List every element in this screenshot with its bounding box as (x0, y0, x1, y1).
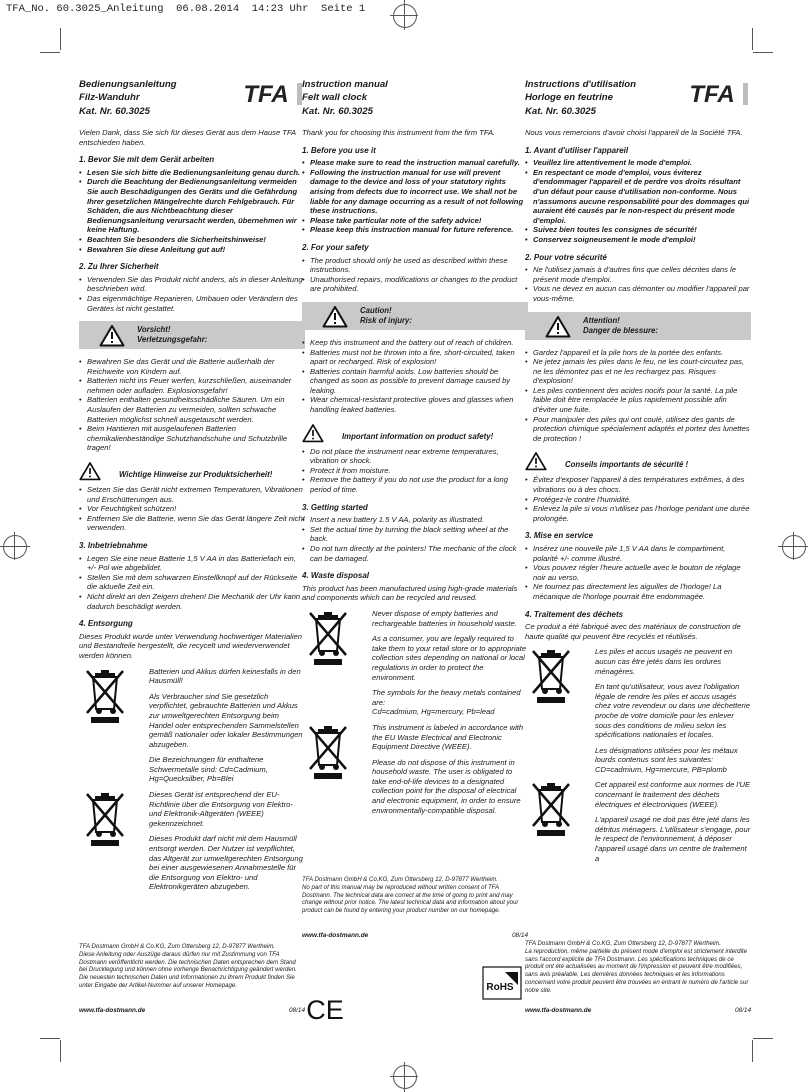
disposal-text: CD=cadmium, Hg=mercure, PB=plomb (595, 764, 727, 774)
disposal-text: As a consumer, you are legally required to take them to your retail store or to appropriate collection sites depending on national or local regulations in order to protect the environment. (372, 634, 527, 682)
footer-legal (302, 876, 528, 915)
svg-text:RoHS: RoHS (486, 982, 514, 993)
print-date: 08/14 (512, 932, 528, 939)
section-heading: 2. Zu Ihrer Sicherheit (79, 262, 159, 272)
product-name: Felt wall clock (302, 92, 368, 104)
battery-disposal (302, 609, 528, 717)
bullet-list (302, 338, 528, 415)
disposal-intro: This product has been manufactured using high-grade materials and components which can be recycled and reused. (302, 583, 518, 603)
column-header (302, 78, 528, 128)
list-item: • Set the actual time by turning the black setting wheel at the back. (302, 525, 528, 544)
list-item: • Gardez l'appareil et la pile hors de la portée des enfants. (525, 348, 751, 358)
disposal-text: Les désignations utilisées pour les métaux lourds contenus sont les suivantes: (595, 745, 738, 765)
bullet-list (79, 485, 305, 533)
crossed-bin-icon (83, 790, 127, 848)
disposal-text: The symbols for the heavy metals contained are: (372, 688, 521, 707)
section-heading: 4. Traitement des déchets (525, 609, 624, 619)
list-item: • Évitez d'exposer l'appareil à des températures extrêmes, à des vibrations ou à des chocs. (525, 475, 751, 494)
tfa-logo (233, 80, 303, 106)
crossed-bin-icon (529, 647, 573, 705)
manual-title: Instruction manual (302, 79, 388, 90)
list-item: • Batteries contain harmful acids. Low batteries should be changed as soon as possible to prevent damage caused by leaking. (302, 367, 528, 396)
intro-text: Nous vous remercions d'avoir choisi l'appareil de la Société TFA. (525, 128, 743, 137)
disposal-text: Die Bezeichnungen für enthaltene Schwermetalle sind: Cd=Cadmium, Hg=Quecksilber, Pb=Blei (149, 755, 268, 784)
footer-text: La reproduction, même partielle du présent mode d'emploi est strictement interdite sans l'accord explicite de TFA Dostmann. Les spécifications techniques de ce produit ont été actualisées au moment de l'impression et peuvent être modifiées, sans avis préalable. Les dernières données techniques et les informations concernant votre produit peuvent être trouvées en entrant le numéro de l'article sur notre site. (525, 947, 749, 994)
disposal-text: Never dispose of empty batteries and rechargeable batteries in household waste. (372, 608, 517, 628)
list-item: • Ne jetez jamais les piles dans le feu, ne les court-circuitez pas, ne les démontez pas et ne les rechargez pas. Risques d'explosion! (525, 357, 751, 386)
registration-mark (782, 535, 806, 559)
list-item: • Do not turn directly at the pointers! The mechanic of the clock can be damaged. (302, 544, 528, 563)
list-item: • Batterien nicht ins Feuer werfen, kurzschließen, auseinander nehmen oder aufladen. Explosionsgefahr! (79, 376, 305, 395)
notice-title: Important information on product safety! (342, 431, 494, 441)
list-item: • Pour manipuler des piles qui ont coulé, utilisez des gants de protection chimique spécialement adaptés et portez des lunettes de protection ! (525, 415, 751, 444)
svg-text:CE: CE (306, 995, 344, 1024)
crop-mark (60, 1040, 61, 1062)
list-item: • Beachten Sie besonders die Sicherheitshinweise! (79, 235, 305, 245)
ce-mark-icon (306, 994, 344, 1024)
registration-mark (393, 1065, 417, 1089)
disposal-text: Cd=cadmium, Hg=mercury, Pb=lead (372, 707, 495, 717)
section-heading: 1. Avant d'utiliser l'appareil (525, 145, 629, 155)
list-item: • Stellen Sie mit dem schwarzen Einstellknopf auf der Rückseite die aktuelle Zeit ein. (79, 573, 305, 592)
list-item: • Durch die Beachtung der Bedienungsanleitung vermeiden Sie auch Beschädigungen des Geräts und die Gefährdung Ihrer gesetzlichen Mängelrechte durch Fehlgebrauch. Für Schäden, die aus Nichtbeachtung dieser Bedienungsanleitung verursacht werden, übernehmen wir keine Haftung. (79, 177, 305, 235)
list-item: • Please take particular note of the safety advice! (302, 216, 528, 226)
caution-box (79, 321, 305, 349)
intro-text: Vielen Dank, dass Sie sich für dieses Gerät aus dem Hause TFA entschieden haben. (79, 128, 296, 147)
rohs-badge-icon (482, 966, 522, 1000)
caution-subtitle: Risk of injury: (360, 315, 412, 325)
website-link[interactable]: www.tfa-dostmann.de (79, 1007, 146, 1014)
list-item: • Bewahren Sie diese Anleitung gut auf! (79, 245, 305, 255)
print-info-line: TFA_No. 60.3025_Anleitung 06.08.2014 14:23 Uhr Seite 1 (6, 3, 366, 15)
list-item: • Keep this instrument and the battery out of reach of children. (302, 338, 528, 348)
list-item: • Do not place the instrument near extreme temperatures, vibration or shock. (302, 447, 528, 466)
warning-triangle-icon (302, 423, 324, 443)
footer-web (79, 1007, 305, 1014)
column-english (302, 78, 528, 821)
weee-disposal (525, 780, 751, 863)
crop-mark (752, 1040, 753, 1062)
footer-text: No part of this manual may be reproduced without written consent of TFA Dostmann. The technical data are correct at the time of going to print and may change without prior notice. The latest technical data and information about your product can be found by entering your product number on our homepage. (302, 883, 519, 915)
print-date: 08/14 (289, 1007, 305, 1014)
safety-notice (525, 451, 751, 473)
warning-triangle-icon (322, 305, 348, 328)
column-header (79, 78, 305, 128)
catalog-number: Kat. Nr. 60.3025 (525, 105, 596, 117)
warning-triangle-icon (99, 324, 125, 347)
caution-title: Vorsicht! (137, 325, 171, 335)
warning-triangle-icon (79, 461, 101, 481)
crossed-bin-icon (529, 780, 573, 838)
list-item: • Protégez-le contre l'humidité. (525, 495, 751, 505)
list-item: • Batteries must not be thrown into a fire, short-circuited, taken apart or recharged. Risk of explosion! (302, 348, 528, 367)
list-item: • Veuillez lire attentivement le mode d'emploi. (525, 158, 751, 168)
list-item: • Bewahren Sie das Gerät und die Batterie außerhalb der Reichweite von Kindern auf. (79, 357, 305, 376)
section-heading: 4. Entsorgung (79, 619, 133, 629)
catalog-number: Kat. Nr. 60.3025 (79, 105, 150, 117)
registration-mark (3, 535, 27, 559)
svg-text:TFA: TFA (243, 81, 289, 106)
footer-company: TFA Dostmann GmbH & Co.KG, Zum Ottersberg 12, D-97877 Wertheim. (79, 943, 275, 950)
list-item: • Protect it from moisture. (302, 466, 528, 476)
battery-disposal (79, 667, 305, 785)
bullet-list (302, 158, 528, 235)
list-item: • Vous pouvez régler l'heure actuelle avec le bouton de réglage noir au verso. (525, 563, 751, 582)
svg-text:TFA: TFA (689, 81, 735, 106)
list-item: • Insert a new battery 1.5 V AA, polarity as illustrated. (302, 515, 528, 525)
column-header (525, 78, 751, 128)
list-item: • Verwenden Sie das Produkt nicht anders, als in dieser Anleitung beschrieben wird. (79, 275, 305, 294)
section-heading: 1. Bevor Sie mit dem Gerät arbeiten (79, 155, 215, 165)
section-heading: 2. For your safety (302, 242, 369, 252)
disposal-text: Als Verbraucher sind Sie gesetzlich verpflichtet, gebrauchte Batterien und Akkus zur umweltgerechten Entsorgung beim Handel oder entsprechenden Sammelstellen gemäß nationaler oder lokaler Bestimmungen abzugeben. (149, 691, 303, 749)
caution-title: Caution! (360, 305, 392, 315)
section-heading: 3. Getting started (302, 502, 368, 512)
list-item: • Wear chemical-resistant protective gloves and glasses when handling leaked batteries. (302, 395, 528, 414)
disposal-text: Please do not dispose of this instrument in household waste. The user is obligated to take end-of-life devices to a designated collection point for the disposal of electrical and electronic equipment, in order to ensure environmentally-compatible disposal. (372, 757, 521, 815)
warning-triangle-icon (525, 451, 547, 471)
column-french (525, 78, 751, 869)
list-item: • Enlevez la pile si vous n'utilisez pas l'horloge pendant une durée prolongée. (525, 504, 751, 523)
bullet-list (79, 357, 305, 453)
list-item: • Vous ne devez en aucun cas démonter ou modifier l'appareil par vous-même. (525, 284, 751, 303)
safety-notice (302, 423, 528, 445)
product-name: Horloge en feutrine (525, 92, 613, 104)
list-item: • Following the instruction manual for use will prevent damage to the device and loss of your statutory rights arising from defects due to incorrect use. We shall not be liable for any damage occurring as a result of not following these instructions. (302, 168, 528, 216)
crop-mark (752, 28, 753, 50)
product-name: Filz-Wanduhr (79, 92, 140, 104)
disposal-intro: Ce produit a été fabriqué avec des matériaux de construction de haute qualité qui peuvent être recyclés et réutilisés. (525, 622, 741, 641)
bullet-list (525, 348, 751, 444)
intro-text: Thank you for choosing this instrument from the firm TFA. (302, 128, 496, 137)
footer-web (302, 932, 528, 939)
column-german (79, 78, 305, 898)
disposal-text: En tant qu'utilisateur, vous avez l'obligation légale de rendre les piles et accus usagés chez votre revendeur ou dans une déchetterie proche de votre domicile pour les enlever sous des conditions de milieu selon les spécifications nationales et locales. (595, 682, 750, 740)
caution-box (302, 302, 528, 330)
bullet-list (525, 265, 751, 303)
footer-company: TFA Dostmann GmbH & Co.KG, Zum Ottersberg 12, D-97877 Wertheim. (525, 940, 721, 947)
bullet-list (302, 256, 528, 294)
disposal-text: Les piles et accus usagés ne peuvent en aucun cas être jetés dans les ordures ménagères. (595, 647, 733, 676)
disposal-text: Dieses Produkt darf nicht mit dem Hausmüll entsorgt werden. Der Nutzer ist verpflichtet, das Altgerät zur umweltgerechten Entsorgung bei einer ausgewiesenen Annahmestelle für die Entsorgung von Elektro- und Elektronikgeräten abzugeben. (149, 834, 303, 892)
footer-web (525, 1007, 751, 1014)
list-item: • Vor Feuchtigkeit schützen! (79, 504, 305, 514)
crossed-bin-icon (306, 609, 350, 667)
footer-company: TFA Dostmann GmbH & Co.KG, Zum Ottersberg 12, D-97877 Wertheim. (302, 876, 498, 883)
disposal-intro: Dieses Produkt wurde unter Verwendung hochwertiger Materialien und Bestandteile hergestellt, die recycelt und wiederverwendet werden können. (79, 631, 303, 660)
section-heading: 4. Waste disposal (302, 571, 369, 581)
section-heading: 2. Pour votre sécurité (525, 252, 607, 262)
list-item: • Les piles contiennent des acides nocifs pour la santé. La pile faible doit être remplacée le plus rapidement possible afin d'éviter une fuite. (525, 386, 751, 415)
disposal-text: Batterien und Akkus dürfen keinesfalls in den Hausmüll! (149, 666, 301, 686)
caution-title: Attention! (583, 315, 620, 325)
website-link[interactable]: www.tfa-dostmann.de (302, 932, 369, 939)
crop-mark (40, 1038, 60, 1039)
crop-mark (40, 52, 60, 53)
bullet-list (525, 544, 751, 602)
notice-title: Conseils importants de sécurité ! (565, 460, 689, 470)
crop-mark (753, 52, 773, 53)
caution-subtitle: Verletzungsgefahr: (137, 335, 208, 345)
crop-mark (753, 1038, 773, 1039)
bullet-list (525, 475, 751, 523)
caution-box (525, 312, 751, 340)
list-item: • Remove the battery if you do not use the product for a long period of time. (302, 475, 528, 494)
footer-legal (79, 943, 305, 990)
bullet-list (302, 515, 528, 563)
list-item: • Lesen Sie sich bitte die Bedienungsanleitung genau durch. (79, 168, 305, 178)
section-heading: 3. Mise en service (525, 531, 594, 541)
caution-subtitle: Danger de blessure: (583, 325, 658, 335)
list-item: • Batterien enthalten gesundheitsschädliche Säuren. Um ein Auslaufen der Batterien zu vermeiden, sollten schwache Batterien möglichst schnell ausgetauscht werden. (79, 395, 305, 424)
manual-title: Bedienungsanleitung (79, 79, 177, 90)
footer-legal (525, 940, 751, 995)
tfa-logo (679, 80, 749, 106)
bullet-list (79, 275, 305, 313)
list-item: • Suivez bien toutes les consignes de sécurité! (525, 225, 751, 235)
footer-text: Diese Anleitung oder Auszüge daraus dürfen nur mit Zustimmung von TFA Dostmann veröffentlicht werden. Die technischen Daten entsprechen dem Stand bei Drucklegung und können ohne vorherige Benachrichtigung geändert werden. Die neuesten technischen Daten und Informationen zu Ihrem Produkt finden Sie unter Eingabe der Artikel-Nummer auf unserer Homepage. (79, 950, 297, 989)
list-item: • Entfernen Sie die Batterie, wenn Sie das Gerät längere Zeit nicht verwenden. (79, 514, 305, 533)
crossed-bin-icon (83, 667, 127, 725)
crop-mark (60, 28, 61, 50)
weee-disposal (79, 790, 305, 892)
disposal-text: This instrument is labeled in accordance with the EU Waste Electrical and Electronic Equipment Directive (WEEE). (372, 722, 524, 752)
list-item: • Legen Sie eine neue Batterie 1,5 V AA in das Batteriefach ein, +/- Pol wie abgebildet. (79, 554, 305, 573)
crossed-bin-icon (306, 723, 350, 781)
website-link[interactable]: www.tfa-dostmann.de (525, 1007, 592, 1014)
bullet-list (79, 168, 305, 254)
list-item: • Conservez soigneusement le mode d'emploi! (525, 235, 751, 245)
list-item: • Unauthorised repairs, modifications or changes to the product are prohibited. (302, 275, 528, 294)
bullet-list (525, 158, 751, 244)
manual-title: Instructions d'utilisation (525, 79, 637, 90)
list-item: • Das eigenmächtige Reparieren, Umbauen oder Verändern des Gerätes ist nicht gestattet. (79, 294, 305, 313)
list-item: • Ne l'utilisez jamais à d'autres fins que celles décrites dans le présent mode d'emploi. (525, 265, 751, 284)
registration-mark (393, 4, 417, 28)
safety-notice (79, 461, 305, 483)
disposal-text: Dieses Gerät ist entsprechend der EU-Richtlinie über die Entsorgung von Elektro- und Elektronik-Altgeräten (WEEE) gekennzeichnet. (149, 790, 293, 828)
disposal-text: Cet appareil est conforme aux normes de l'UE concernant le traitement des déchets électriques et électroniques (WEEE). (595, 780, 751, 809)
list-item: • Beim Hantieren mit ausgelaufenen Batterien chemikalienbeständige Schutzhandschuhe und Schutzbrille tragen! (79, 424, 305, 453)
weee-disposal (302, 723, 528, 815)
list-item: • Insérez une nouvelle pile 1,5 V AA dans le compartiment, polarité +/- comme illustré. (525, 544, 751, 563)
list-item: • Nicht direkt an den Zeigern drehen! Die Mechanik der Uhr kann dadurch beschädigt werden. (79, 592, 305, 611)
disposal-text: L'appareil usagé ne doit pas être jeté dans les détritus ménagers. L'utilisateur s'engage, pour le respect de l'environnement, à déposer l'appareil usagé dans un centre de traitement a (595, 815, 751, 863)
list-item: • Please keep this instruction manual for future reference. (302, 225, 528, 235)
list-item: • The product should only be used as described within these instructions. (302, 256, 528, 275)
list-item: • En respectant ce mode d'emploi, vous éviterez d'endommager l'appareil et de perdre vos droits résultant d'un défaut pour cause d'utilisation non-conforme. Nous n'assumons aucune responsabilité pour des dommages qui auraient été causés par le non-respect du présent mode d'emploi. (525, 168, 751, 226)
bullet-list (302, 447, 528, 495)
bullet-list (79, 554, 305, 612)
catalog-number: Kat. Nr. 60.3025 (302, 105, 373, 117)
section-heading: 3. Inbetriebnahme (79, 541, 148, 550)
print-date: 08/14 (735, 1007, 751, 1014)
section-heading: 1. Before you use it (302, 145, 376, 155)
notice-title: Wichtige Hinweise zur Produktsicherheit! (119, 470, 273, 480)
list-item: • Please make sure to read the instruction manual carefully. (302, 158, 528, 168)
list-item: • Setzen Sie das Gerät nicht extremen Temperaturen, Vibrationen und Erschütterungen aus. (79, 485, 305, 504)
list-item: • Ne tournez pas directement les aiguilles de l'horloge! La mécanique de l'horloge pourrait être endommagée. (525, 582, 751, 601)
battery-disposal (525, 647, 751, 774)
warning-triangle-icon (545, 315, 571, 338)
